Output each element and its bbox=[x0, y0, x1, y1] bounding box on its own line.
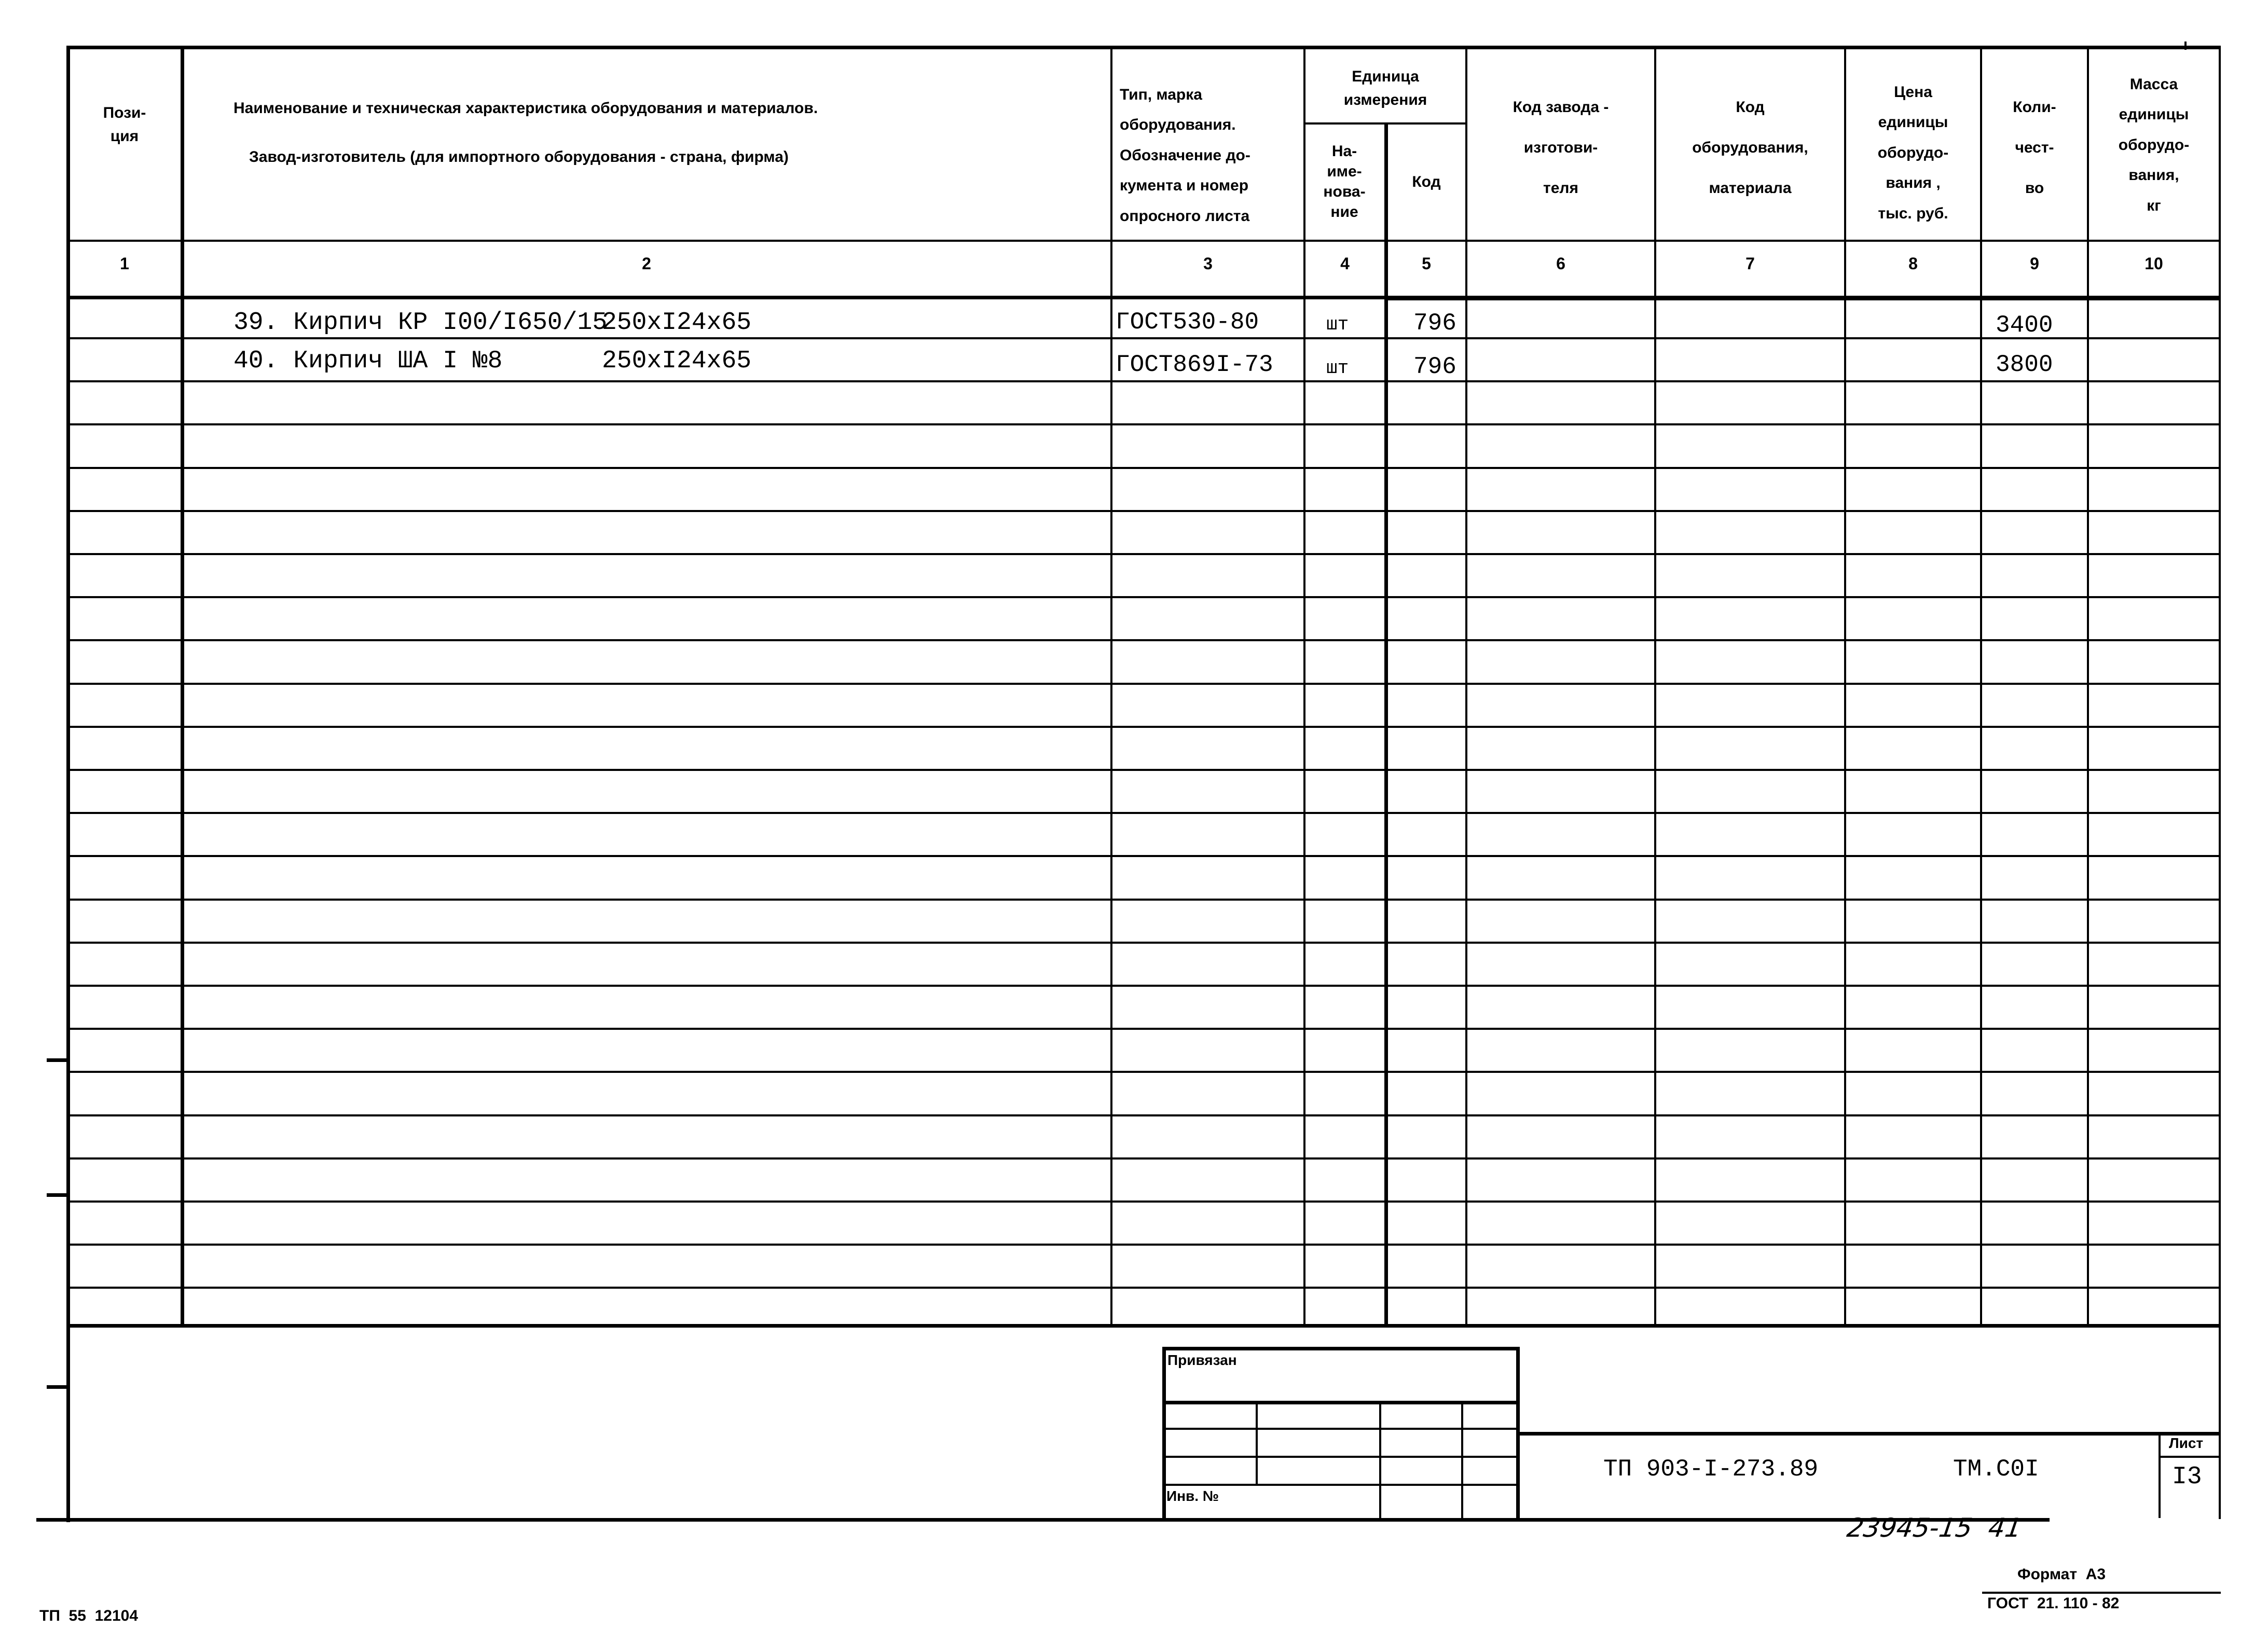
col10-header-line: оборудо- bbox=[2118, 136, 2190, 154]
item-doc: ГОСТ530-80 bbox=[1116, 309, 1259, 336]
item-qty: 3400 bbox=[1996, 312, 2053, 339]
col4-header-line: На- bbox=[1331, 143, 1357, 160]
col4-header-line: ние bbox=[1330, 203, 1358, 220]
table-rule bbox=[66, 639, 2220, 641]
table-rule bbox=[1384, 297, 2220, 300]
col1-header-line: Пози- bbox=[103, 104, 146, 121]
col6-header-line: Код завода - bbox=[1513, 99, 1609, 116]
table-rule bbox=[66, 812, 2220, 814]
item-code: 796 bbox=[1413, 353, 1456, 380]
table-rule bbox=[66, 1114, 2220, 1116]
table-rule bbox=[66, 553, 2220, 555]
col10-header-line: вания, bbox=[2128, 167, 2179, 184]
col3-header-line: оборудования. bbox=[1120, 116, 1236, 134]
col8-header-line: тыс. руб. bbox=[1878, 204, 1948, 222]
table-rule bbox=[66, 855, 2220, 857]
col10-header-line: кг bbox=[2147, 197, 2161, 214]
col7-header bbox=[1656, 88, 1844, 208]
col7-header-line: материала bbox=[1709, 180, 1792, 197]
item-size: 250xI24x65 bbox=[602, 347, 752, 375]
sheet-number: I3 bbox=[2172, 1463, 2202, 1491]
handwritten-number: 23945-15 41 bbox=[1845, 1513, 2024, 1543]
document-number: ТП 903-I-273.89 bbox=[1603, 1456, 1819, 1483]
col7-header-line: Код bbox=[1736, 99, 1765, 116]
col3-header-line: Обозначение до- bbox=[1120, 146, 1250, 164]
column-number: 9 bbox=[2030, 254, 2039, 273]
col8-header-line: Цена bbox=[1894, 83, 1932, 101]
format-label: Формат А3 bbox=[2017, 1566, 2106, 1583]
table-rule bbox=[66, 337, 2220, 339]
table-rule bbox=[66, 467, 2220, 469]
drawing-code: ТП 55 12104 bbox=[39, 1607, 139, 1624]
item-size: 250xI24x65 bbox=[602, 309, 752, 337]
item-qty: 3800 bbox=[1996, 351, 2053, 378]
item-unit: шт bbox=[1326, 357, 1349, 379]
gost-label: ГОСТ 21. 110 - 82 bbox=[1987, 1595, 2120, 1612]
col3-header-line: опросного листа bbox=[1120, 207, 1250, 225]
column-number: 7 bbox=[1745, 254, 1755, 273]
col6-header-line: изготови- bbox=[1523, 139, 1598, 156]
col10-header bbox=[2089, 67, 2219, 223]
col2-header-line2: Завод-изготовитель (для импортного оборудования - страна, фирма) bbox=[249, 148, 789, 165]
col4-header-line: име- bbox=[1327, 163, 1362, 180]
unit-group-line: измерения bbox=[1343, 91, 1427, 108]
table-rule bbox=[66, 1244, 2220, 1246]
col3-header bbox=[1120, 73, 1301, 239]
col8-header-line: оборудо- bbox=[1877, 144, 1949, 161]
table-rule bbox=[66, 1028, 2220, 1030]
column-number: 4 bbox=[1340, 254, 1350, 273]
table-rule bbox=[66, 1071, 2220, 1073]
column-number: 2 bbox=[642, 254, 651, 273]
table-rule bbox=[66, 510, 2220, 512]
col7-header-line: оборудования, bbox=[1692, 139, 1808, 156]
item-unit: шт bbox=[1326, 314, 1349, 335]
table-rule bbox=[66, 985, 2220, 987]
item-code: 796 bbox=[1413, 310, 1456, 337]
table-rule bbox=[66, 942, 2220, 944]
unit-group-header bbox=[1305, 57, 1465, 119]
attached-label: Привязан bbox=[1167, 1352, 1237, 1368]
col3-header-line: Тип, марка bbox=[1120, 86, 1202, 103]
item-name: 40. Кирпич ША I №8 bbox=[233, 347, 503, 375]
col8-header-line: вания , bbox=[1886, 174, 1941, 192]
item-name: 39. Кирпич КР I00/I650/15 bbox=[233, 309, 608, 337]
col4-header-line: нова- bbox=[1323, 183, 1366, 200]
col2-header-line1: Наименование и техническая характеристика оборудования и материалов. bbox=[233, 100, 818, 117]
col6-header-line: теля bbox=[1543, 180, 1578, 197]
table-rule bbox=[66, 726, 2220, 728]
col10-header-line: Масса bbox=[2129, 75, 2178, 93]
col9-header-line: чест- bbox=[2015, 139, 2054, 156]
column-number: 8 bbox=[1908, 254, 1918, 273]
inventory-number-label: Инв. № bbox=[1166, 1488, 1219, 1504]
table-rule bbox=[66, 380, 2220, 382]
table-rule bbox=[66, 1287, 2220, 1289]
document-code: ТМ.С0I bbox=[1953, 1456, 2039, 1483]
column-number: 3 bbox=[1203, 254, 1213, 273]
table-rule bbox=[66, 423, 2220, 425]
col3-header-line: кумента и номер bbox=[1120, 177, 1249, 195]
item-doc: ГОСТ869I-73 bbox=[1116, 351, 1273, 378]
col5-header: Код bbox=[1412, 173, 1441, 190]
table-rule bbox=[66, 769, 2220, 771]
col1-header-line: ция bbox=[110, 128, 139, 145]
column-number: 1 bbox=[120, 254, 129, 273]
col9-header-line: Коли- bbox=[2013, 99, 2056, 116]
column-number: 6 bbox=[1556, 254, 1565, 273]
table-rule bbox=[66, 1201, 2220, 1203]
col10-header-line: единицы bbox=[2119, 106, 2189, 123]
column-number: 10 bbox=[2145, 254, 2163, 273]
col1-header bbox=[68, 93, 181, 156]
sheet-label: Лист bbox=[2169, 1435, 2204, 1451]
col9-header bbox=[1982, 88, 2087, 208]
table-rule bbox=[66, 1157, 2220, 1160]
unit-group-line: Единица bbox=[1352, 68, 1419, 85]
col8-header bbox=[1846, 73, 1980, 233]
table-rule bbox=[66, 899, 2220, 901]
col9-header-line: во bbox=[2025, 180, 2044, 197]
column-number: 5 bbox=[1422, 254, 1431, 273]
table-rule bbox=[66, 596, 2220, 598]
table-rule bbox=[66, 683, 2220, 685]
col4-header bbox=[1305, 130, 1383, 233]
col6-header bbox=[1467, 88, 1654, 208]
col8-header-line: единицы bbox=[1878, 114, 1948, 131]
